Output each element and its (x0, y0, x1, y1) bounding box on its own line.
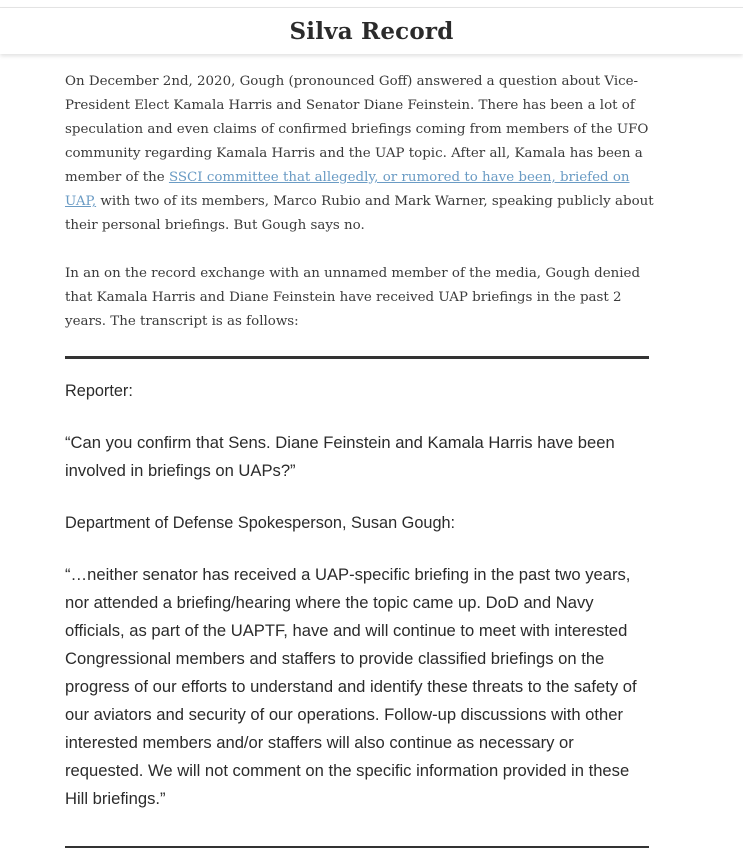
ssci-committee-link[interactable]: SSCI committee that allegedly, or rumored to have been, briefed on UAP, (65, 170, 630, 209)
reporter-label: Reporter: (65, 382, 133, 400)
site-title[interactable]: Silva Record (289, 18, 454, 45)
spokesperson-answer: “…neither senator has received a UAP-specific briefing in the past two years, nor attended a briefing/hearing where the topic came up. DoD and Navy officials, as part of the UAPTF, have and will continue to meet with interested Congressional members and staffers to provide classified briefings on the progress of our efforts to understand and identify these threats to the safety of our aviators and security of our operations. Follow-up discussions with other interested members and/or staffers will also continue as necessary or requested. We will not comment on the specific information provided in these Hill briefings.” (65, 565, 637, 808)
intro-text-after-link: with two of its members, Marco Rubio and Mark Warner, speaking publicly about their personal briefings. But Gough says no. (65, 194, 654, 233)
transcript-top-rule (65, 356, 649, 359)
reporter-question: “Can you confirm that Sens. Diane Feinstein and Kamala Harris have been involved in briefings on UAPs?” (65, 433, 615, 480)
transcript-intro-paragraph: In an on the record exchange with an unnamed member of the media, Gough denied that Kamala Harris and Diane Feinstein have received UAP briefings in the past 2 years. The transcript is as follows: (65, 266, 641, 329)
spokesperson-label: Department of Defense Spokesperson, Susan Gough: (65, 514, 456, 532)
transcript-bottom-rule (65, 846, 649, 848)
intro-text-before-link: On December 2nd, 2020, Gough (pronounced Goff) answered a question about Vice-President Elect Kamala Harris and Senator Diane Feinstein. There has been a lot of speculation and even claims of confirmed briefings coming from members of the UFO community regarding Kamala Harris and the UAP topic. After all, Kamala has been a member of the (65, 74, 649, 185)
intro-paragraph (65, 70, 655, 238)
site-header (0, 8, 743, 54)
